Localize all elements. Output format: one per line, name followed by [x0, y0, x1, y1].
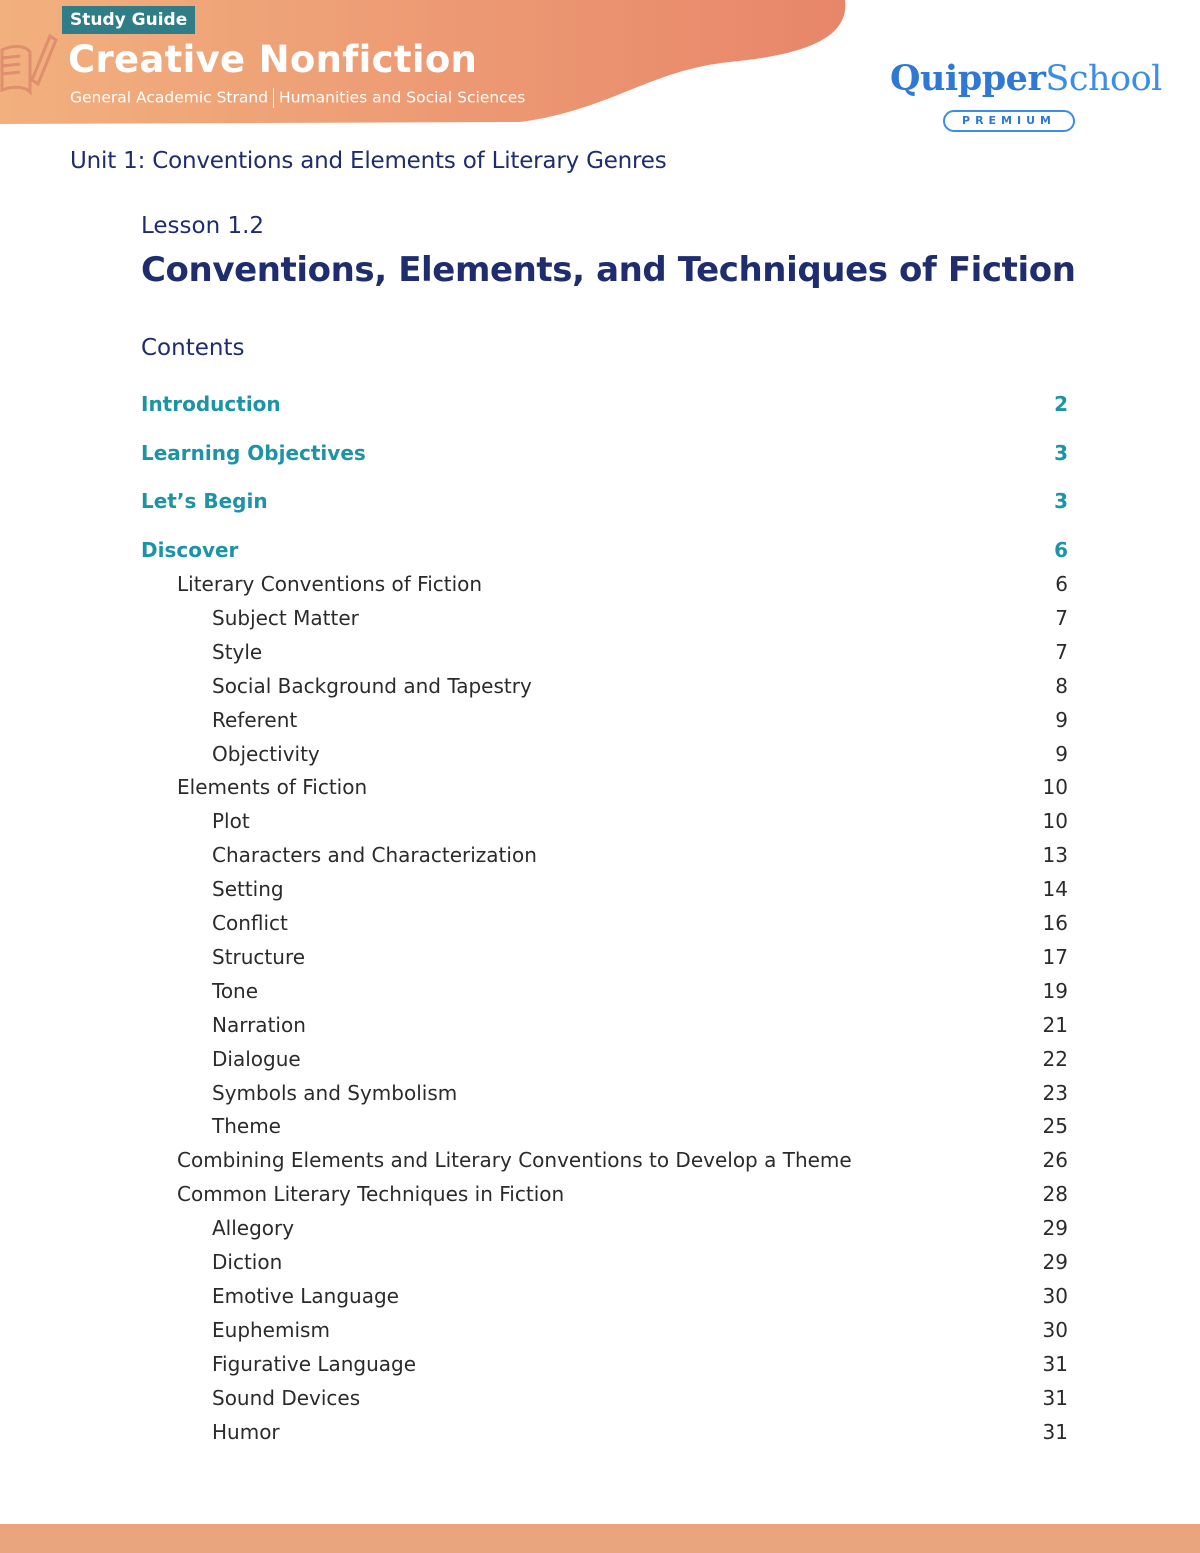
logo-premium-tag: PREMIUM — [943, 110, 1075, 132]
toc-entry-page: 2 — [1054, 392, 1068, 416]
toc-entry[interactable] — [0, 775, 1200, 805]
toc-entry-page: 31 — [1042, 1385, 1068, 1410]
toc-entry[interactable] — [0, 640, 1200, 670]
toc-entry-label: Characters and Characterization — [212, 843, 537, 868]
toc-entry-page: 22 — [1042, 1046, 1068, 1071]
toc-entry-page: 17 — [1042, 944, 1068, 969]
toc-entry-page: 6 — [1055, 572, 1068, 596]
toc-entry[interactable] — [0, 1386, 1200, 1416]
toc-entry[interactable] — [0, 1182, 1200, 1212]
toc-entry-page: 23 — [1042, 1080, 1068, 1105]
toc-entry-label: Euphemism — [212, 1317, 330, 1342]
toc-entry-page: 16 — [1042, 911, 1068, 935]
toc-entry-page: 29 — [1042, 1216, 1068, 1241]
toc-entry-page: 13 — [1042, 843, 1068, 868]
toc-entry-label: Diction — [212, 1250, 283, 1274]
toc-entry-page: 3 — [1054, 441, 1068, 465]
toc-entry-page: 9 — [1055, 707, 1068, 732]
toc-entry[interactable] — [0, 809, 1200, 839]
toc-entry-label: Allegory — [212, 1216, 295, 1241]
toc-entry[interactable] — [0, 606, 1200, 636]
footer-band — [0, 1524, 1200, 1553]
toc-entry-label: Symbols and Symbolism — [212, 1080, 458, 1105]
toc-entry-label: Theme — [212, 1114, 281, 1139]
toc-entry-page: 9 — [1055, 741, 1068, 766]
course-title: Creative Nonfiction — [68, 38, 478, 81]
toc-entry[interactable] — [0, 877, 1200, 907]
toc-entry-label: Figurative Language — [212, 1351, 417, 1376]
toc-entry-page: 6 — [1054, 538, 1068, 562]
study-guide-badge: Study Guide — [62, 6, 195, 34]
toc-entry-label: Tone — [212, 978, 259, 1003]
lesson-number: Lesson 1.2 — [141, 213, 265, 239]
toc-entry-page: 28 — [1042, 1182, 1068, 1207]
toc-entry-page: 14 — [1042, 877, 1068, 902]
toc-entry-label: Discover — [141, 538, 239, 562]
toc-entry-label: Common Literary Techniques in Fiction — [177, 1182, 565, 1207]
toc-entry[interactable] — [0, 441, 1200, 471]
toc-entry-label: Objectivity — [212, 741, 320, 766]
toc-entry-label: Plot — [212, 809, 250, 834]
toc-entry-label: Learning Objectives — [141, 441, 366, 465]
toc-entry-page: 29 — [1042, 1250, 1068, 1274]
contents-heading: Contents — [141, 335, 245, 361]
toc-entry[interactable] — [0, 572, 1200, 602]
toc-entry-page: 8 — [1055, 673, 1068, 698]
toc-entry[interactable] — [0, 392, 1200, 422]
toc-entry[interactable] — [0, 1250, 1200, 1280]
toc-entry[interactable] — [0, 1318, 1200, 1348]
track-label: Humanities and Social Sciences — [279, 88, 526, 107]
toc-entry[interactable] — [0, 674, 1200, 704]
toc-entry-page: 7 — [1055, 605, 1068, 630]
toc-entry-label: Emotive Language — [212, 1283, 399, 1308]
toc-entry-page: 30 — [1042, 1317, 1068, 1342]
toc-entry[interactable] — [0, 708, 1200, 738]
toc-entry[interactable] — [0, 979, 1200, 1009]
toc-entry[interactable] — [0, 1047, 1200, 1077]
toc-entry-page: 7 — [1055, 639, 1068, 664]
toc-entry-page: 10 — [1042, 809, 1068, 834]
strand-label: General Academic Strand — [70, 88, 269, 107]
toc-entry[interactable] — [0, 538, 1200, 568]
toc-entry-label: Referent — [212, 707, 298, 732]
toc-entry[interactable] — [0, 1081, 1200, 1111]
toc-entry-label: Combining Elements and Literary Conventions to Develop a Theme — [177, 1148, 852, 1173]
toc-entry-label: Setting — [212, 877, 284, 902]
toc-entry-label: Subject Matter — [212, 605, 359, 630]
toc-entry-page: 21 — [1042, 1012, 1068, 1037]
toc-entry[interactable] — [0, 1284, 1200, 1314]
toc-entry-label: Introduction — [141, 392, 281, 416]
book-pen-icon — [0, 32, 58, 102]
toc-entry-page: 19 — [1042, 978, 1068, 1003]
toc-entry[interactable] — [0, 911, 1200, 941]
toc-entry[interactable] — [0, 742, 1200, 772]
toc-entry-label: Elements of Fiction — [177, 775, 368, 800]
toc-entry[interactable] — [0, 1148, 1200, 1178]
toc-entry-page: 25 — [1042, 1114, 1068, 1139]
toc-entry[interactable] — [0, 945, 1200, 975]
logo-quipper: Quipper — [890, 58, 1046, 99]
toc-entry[interactable] — [0, 489, 1200, 519]
toc-entry-label: Dialogue — [212, 1046, 301, 1071]
toc-entry-label: Let’s Begin — [141, 489, 268, 513]
toc-entry[interactable] — [0, 1013, 1200, 1043]
logo-wordmark — [890, 58, 1162, 99]
toc-entry-page: 31 — [1042, 1351, 1068, 1376]
toc-entry[interactable] — [0, 843, 1200, 873]
toc-entry-label: Social Background and Tapestry — [212, 673, 532, 698]
toc-entry[interactable] — [0, 1114, 1200, 1144]
toc-entry-label: Humor — [212, 1419, 280, 1444]
toc-entry-label: Style — [212, 639, 263, 664]
toc-entry-page: 3 — [1054, 489, 1068, 513]
logo-school: School — [1045, 59, 1162, 99]
lesson-title: Conventions, Elements, and Techniques of Fiction — [141, 250, 1076, 290]
quipper-school-logo — [890, 58, 1162, 138]
course-subtitle — [70, 88, 525, 108]
toc-entry-label: Narration — [212, 1012, 306, 1037]
toc-entry[interactable] — [0, 1216, 1200, 1246]
toc-entry-page: 26 — [1042, 1148, 1068, 1173]
toc-entry-label: Sound Devices — [212, 1385, 361, 1410]
toc-entry-label: Structure — [212, 944, 306, 969]
unit-heading: Unit 1: Conventions and Elements of Literary Genres — [70, 148, 667, 174]
toc-entry-label: Literary Conventions of Fiction — [177, 572, 483, 596]
toc-entry[interactable] — [0, 1352, 1200, 1382]
toc-entry-page: 31 — [1042, 1419, 1068, 1444]
toc-entry-page: 10 — [1042, 775, 1068, 800]
toc-entry[interactable] — [0, 1420, 1200, 1450]
toc-entry-label: Conflict — [212, 911, 288, 935]
toc-entry-page: 30 — [1042, 1283, 1068, 1308]
subtitle-divider — [273, 88, 274, 108]
